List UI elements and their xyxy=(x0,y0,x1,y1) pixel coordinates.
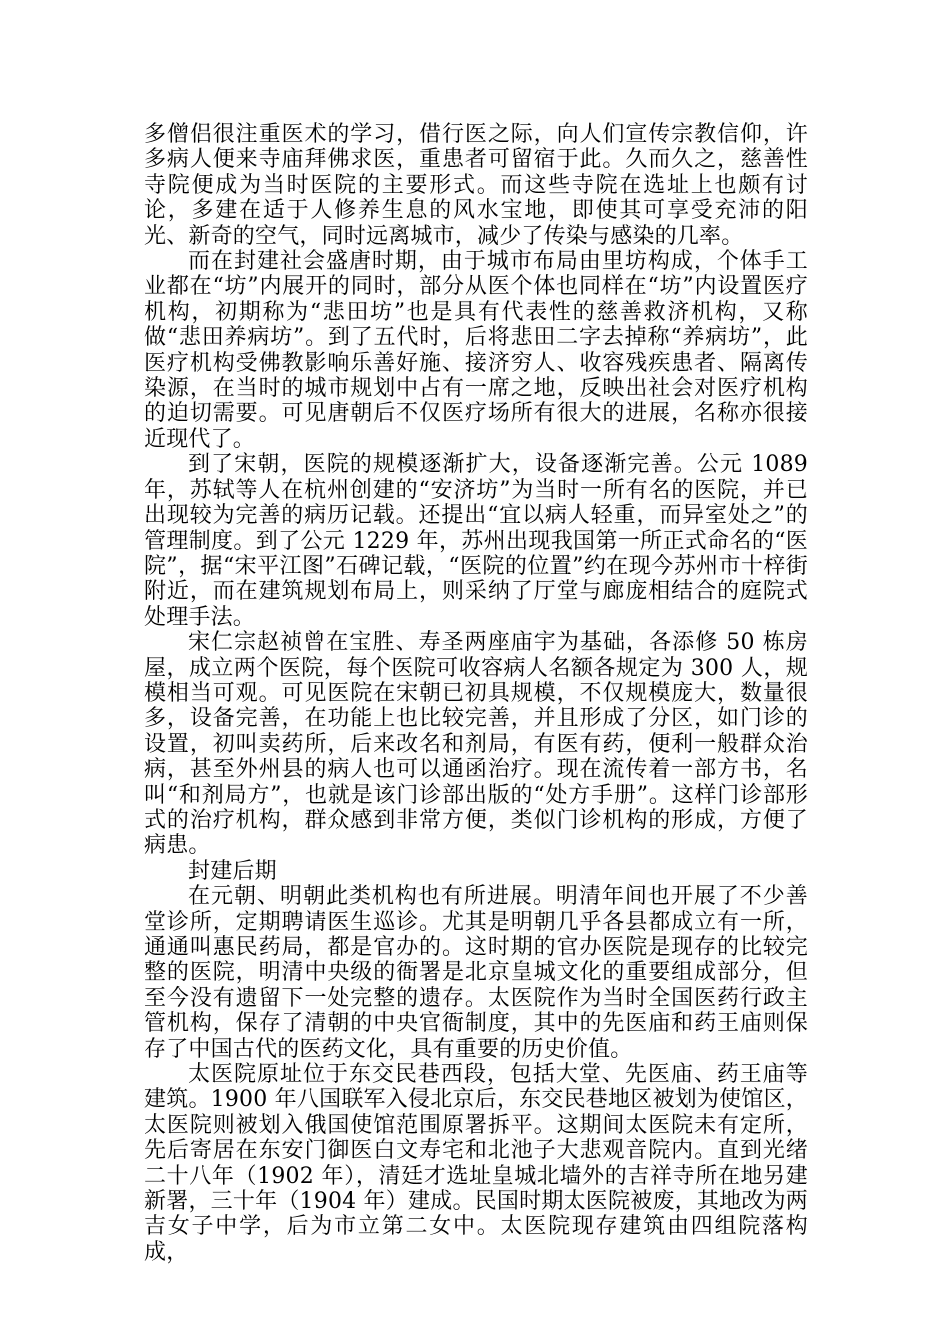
section-heading-late-feudal: 封建后期 xyxy=(188,858,277,884)
paragraph-song-dynasty: 到了宋朝，医院的规模逐渐扩大，设备逐渐完善。公元 1089 年，苏轼等人在杭州创建的“安济坊”为当时一所有名的医院，并已出现较为完善的病历记载。还提出“宜以病人轻重，而异室处之”的管理制度。到了公元 1229 年，苏州出现我国第一所正式命名的“医院”，据“宋平江图”石碑记载，“医院的位置”约在现今苏州市十梓街附近，而在建筑规划布局上，则采纳了厅堂与廊庞相结合的庭院式处理手法。 xyxy=(144,452,808,630)
document-page xyxy=(144,122,808,1265)
paragraph-yuan-ming: 在元朝、明朝此类机构也有所进展。明清年间也开展了不少善堂诊所，定期聘请医生巡诊。尤其是明朝几乎各县都成立有一所，通通叫惠民药局，都是官办的。这时期的官办医院是现存的比较完整的医院，明清中央级的衙署是北京皇城文化的重要组成部分，但至今没有遗留下一处完整的遗存。太医院作为当时全国医药行政主管机构，保存了清朝的中央官衙制度，其中的先医庙和药王庙则保存了中国古代的医药文化，具有重要的历史价值。 xyxy=(144,884,808,1062)
paragraph-continuation: 多僧侣很注重医术的学习，借行医之际，向人们宣传宗教信仰，许多病人便来寺庙拜佛求医，重患者可留宿于此。久而久之，慈善性寺院便成为当时医院的主要形式。而这些寺院在选址上也颇有讨论，多建在适于人修养生息的风水宝地，即使其可享受充沛的阳光、新奇的空气，同时远离城市，减少了传染与感染的几率。 xyxy=(144,122,808,249)
paragraph-song-renzong: 宋仁宗赵祯曾在宝胜、寿圣两座庙宇为基础，各添修 50 栋房屋，成立两个医院，每个医院可收容病人名额各规定为 300 人，规模相当可观。可见医院在宋朝已初具规模，不仅规模庞大，数量很多，设备完善，在功能上也比较完善，并且形成了分区，如门诊的设置，初叫卖药所，后来改名和剂局，有医有药，便利一般群众治病，甚至外州县的病人也可以通函治疗。现在流传着一部方书，名叫“和剂局方”，也就是该门诊部出版的“处方手册”。这样门诊部形式的治疗机构，群众感到非常方便，类似门诊机构的形成，方便了病患。 xyxy=(144,630,808,859)
paragraph-imperial-hospital: 太医院原址位于东交民巷西段，包括大堂、先医庙、药王庙等建筑。1900 年八国联军入侵北京后，东交民巷地区被划为使馆区，太医院则被划入俄国使馆范围原署拆平。这期间太医院未有定所，先后寄居在东安门御医白文寿宅和北池子大悲观音院内。直到光绪二十八年（1902 年），清廷才选址皇城北墙外的吉祥寺所在地另建新署，三十年（1904 年）建成。民国时期太医院被废，其地改为两吉女子中学，后为市立第二女中。太医院现存建筑由四组院落构成， xyxy=(144,1062,808,1265)
paragraph-tang-dynasty: 而在封建社会盛唐时期，由于城市布局由里坊构成，个体手工业都在“坊”内展开的同时，部分从医个体也同样在“坊”内设置医疗机构，初期称为“悲田坊”也是具有代表性的慈善救济机构，又称做“悲田养病坊”。到了五代时，后将悲田二字去掉称“养病坊”，此医疗机构受佛教影响乐善好施、接济穷人、收容残疾患者、隔离传染源，在当时的城市规划中占有一席之地，反映出社会对医疗机构的迫切需要。可见唐朝后不仅医疗场所有很大的进展，名称亦很接近现代了。 xyxy=(144,249,808,452)
